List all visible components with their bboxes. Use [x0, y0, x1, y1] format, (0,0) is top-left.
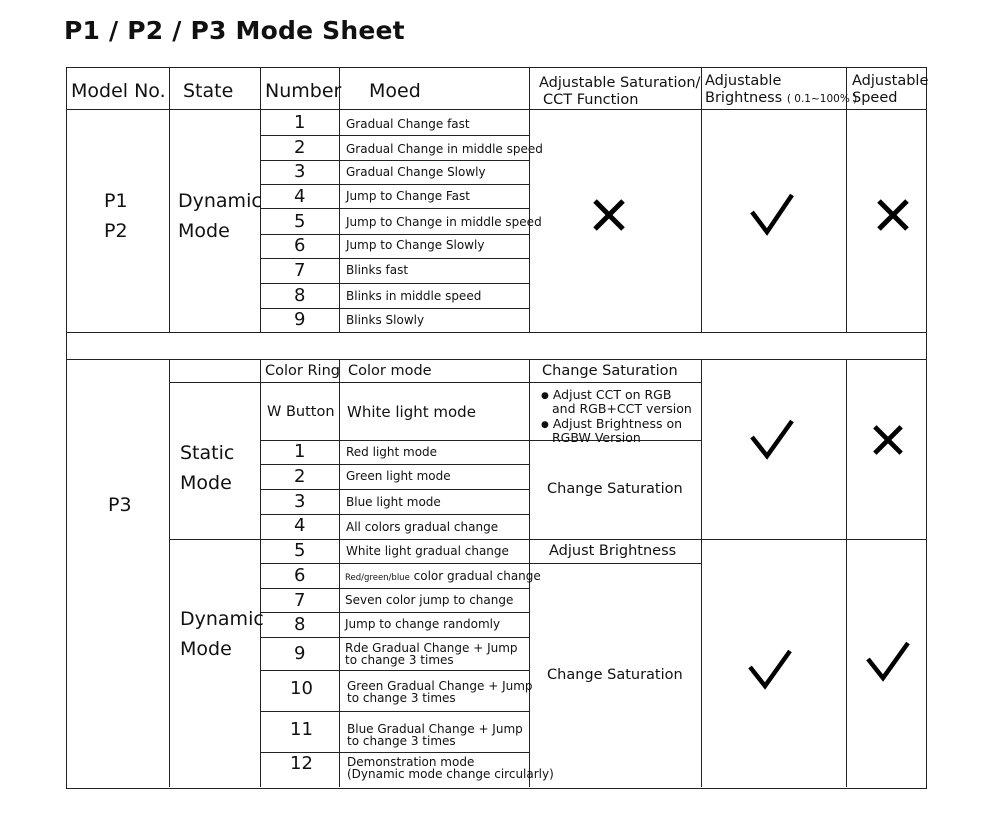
header-number: Number [265, 80, 342, 102]
mode-number: 8 [294, 614, 306, 635]
mode-number: 12 [290, 753, 313, 774]
header-state: State [183, 80, 234, 102]
check-icon [750, 192, 794, 236]
mode-label: Rde Gradual Change + Jump to change 3 times [345, 641, 518, 667]
model-p1-p2: P1 P2 [104, 190, 128, 242]
mode-label: Jump to Change Fast [346, 189, 470, 203]
adjust-brightness-label: Adjust Brightness [549, 543, 677, 559]
check-icon [748, 648, 792, 690]
mode-number: 7 [294, 590, 306, 611]
cct-function-notes: ● Adjust CCT on RGB and RGB+CCT version ● Adjust Brightness on RGBW Version [541, 387, 692, 445]
mode-label: Green light mode [346, 469, 451, 483]
mode-number: 5 [294, 540, 306, 561]
mode-label: Jump to Change in middle speed [346, 215, 542, 229]
mode-number: 2 [294, 466, 306, 487]
model-p3: P3 [108, 494, 132, 516]
subheader-change-saturation: Change Saturation [542, 363, 678, 379]
mode-number: 4 [294, 515, 306, 536]
static-change-saturation: Change Saturation [547, 481, 683, 497]
check-icon [866, 640, 910, 682]
mode-number: 2 [294, 137, 306, 158]
mode-label: Red light mode [346, 445, 438, 459]
cross-icon [872, 424, 904, 456]
mode-label: Gradual Change Slowly [346, 165, 486, 179]
mode-label: Blue Gradual Change + Jump to change 3 times [347, 722, 523, 748]
mode-label: White light gradual change [346, 544, 509, 558]
w-button-label: W Button [267, 404, 335, 420]
page-title: P1 / P2 / P3 Mode Sheet [64, 16, 405, 45]
mode-number: 10 [290, 678, 313, 699]
mode-label: Jump to Change Slowly [346, 238, 485, 252]
subheader-color-mode: Color mode [348, 363, 432, 379]
mode-number: 8 [294, 285, 306, 306]
mode-label: Demonstration mode (Dynamic mode change circularly) [347, 755, 554, 781]
mode-number: 4 [294, 186, 306, 207]
mode-label: Green Gradual Change + Jump to change 3 times [347, 679, 533, 705]
subheader-color-ring: Color Ring [265, 363, 340, 379]
cross-icon [592, 198, 626, 232]
cross-icon [876, 198, 910, 232]
mode-label: Gradual Change in middle speed [346, 142, 543, 156]
state-dynamic-mode: Dynamic Mode [178, 190, 262, 242]
header-adjustable-speed: Adjustable Speed [852, 73, 929, 107]
mode-number: 1 [294, 112, 306, 133]
mode-label: Seven color jump to change [345, 593, 514, 607]
mode-label: Red/green/blue color gradual change [345, 569, 541, 583]
header-mode: Moed [369, 80, 421, 102]
mode-label: Blinks Slowly [346, 313, 425, 327]
mode-label: Blinks fast [346, 263, 409, 277]
white-light-mode: White light mode [347, 403, 476, 421]
mode-label: All colors gradual change [346, 520, 499, 534]
mode-number: 11 [290, 719, 313, 740]
mode-label: Blinks in middle speed [346, 289, 482, 303]
mode-number: 5 [294, 211, 306, 232]
mode-label: Blue light mode [346, 495, 441, 509]
mode-number: 6 [294, 235, 306, 256]
mode-label: Jump to change randomly [345, 617, 501, 631]
mode-number: 9 [294, 309, 306, 330]
mode-number: 9 [294, 643, 306, 664]
header-adjustable-brightness: Adjustable Brightness ( 0.1~100% ) [705, 73, 858, 107]
state-dynamic-mode-p3: Dynamic Mode [180, 608, 264, 660]
mode-number: 3 [294, 491, 306, 512]
mode-number: 6 [294, 565, 306, 586]
brightness-range: ( 0.1~100% ) [786, 93, 858, 106]
state-static-mode: Static Mode [180, 442, 235, 494]
dynamic-change-saturation: Change Saturation [547, 667, 683, 683]
check-icon [750, 418, 794, 460]
mode-number: 7 [294, 260, 306, 281]
mode-label: Gradual Change fast [346, 117, 470, 131]
mode-number: 1 [294, 441, 306, 462]
header-model-no: Model No. [71, 80, 166, 102]
header-adjustable-saturation: Adjustable Saturation/ CCT Function [539, 75, 701, 109]
mode-number: 3 [294, 161, 306, 182]
